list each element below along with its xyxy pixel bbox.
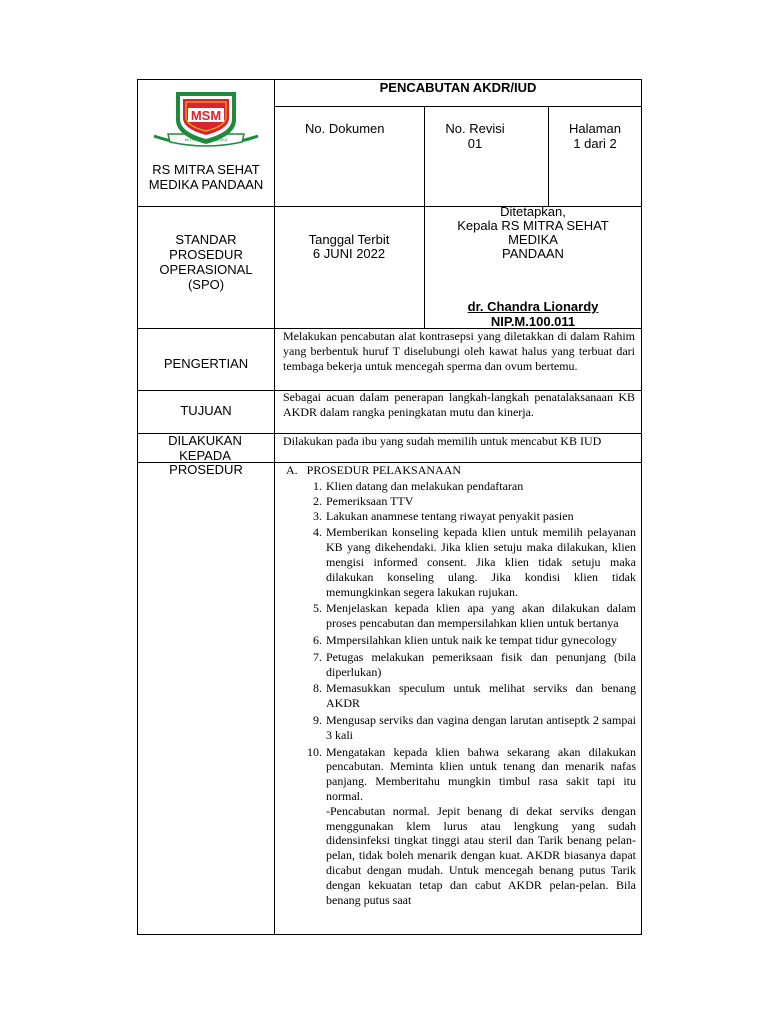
list-item [313,649,636,680]
step-number: 7. [313,649,322,664]
procedure-steps-list [307,479,636,907]
step-number: 6. [313,632,322,647]
step-text: Mmpersilahkan klien untuk naik ke tempat tidur gynecology [326,632,617,647]
pengertian-text: Melakukan pencabutan alat kontrasepsi yang diletakkan di dalam Rahim yang berbentuk huruf T diselubungi oleh kawat halus yang terbuat dari tembaga bekerja untuk mencegah sperma dan ovum bertemu. [283,329,635,373]
tujuan-text: Sebagai acuan dalam penerapan langkah-langkah penatalaksanaan KB AKDR dalam rangka peningkatan mutu dan kinerja. [283,390,635,419]
list-item [313,525,636,599]
svg-text:MITRA SEHAT MEDIKA: MITRA SEHAT MEDIKA [184,137,228,142]
revision-value: 01 [467,136,483,151]
step-number: 3. [313,508,322,523]
page-label: Halaman [568,121,622,136]
list-item [313,479,636,494]
prosedur-heading: A. PROSEDUR PELAKSANAAN [286,463,462,477]
list-item [313,493,636,509]
revision-label: No. Revisi [445,121,505,136]
document-title: PENCABUTAN AKDR/IUD [379,80,537,95]
step-number: 4. [313,525,322,540]
step-number: 8. [313,681,322,696]
page-value: 1 dari 2 [573,136,617,151]
approver-title-line1: Kepala RS MITRA SEHAT [457,218,609,233]
pengertian-label: PENGERTIAN [163,356,249,371]
tujuan-label: TUJUAN [180,403,232,418]
step-text: Petugas melakukan pemeriksaan fisik dan penunjang (bila diperlukan) [326,649,636,679]
step-text: Lakukan anamnese tentang riwayat penyakit pasien [326,508,574,523]
dilakukan-label: DILAKUKAN KEPADA [168,433,242,463]
table-line-col1 [274,79,275,935]
list-item [313,508,636,524]
spo-label: STANDAR PROSEDUR OPERASIONAL (SPO) [159,232,253,292]
step-text: Menjelaskan kepada klien apa yang akan dilakukan dalam proses pencabutan dan mempersilahkan klien untuk bertanya [326,601,636,631]
step-text: Pemeriksaan TTV [326,493,414,508]
approved-label: Ditetapkan, [500,204,566,219]
step-number: 1. [313,479,322,493]
step-number: 2. [313,493,322,508]
list-item [313,681,636,711]
list-item [313,712,636,743]
table-border-bottom [137,934,642,935]
dilakukan-text: Dilakukan pada ibu yang sudah memilih untuk mencabut KB IUD [283,434,602,448]
step-text: Mengatakan kepada klien bahwa sekarang akan dilakukan pencabutan. Meminta klien untuk tenang dan menarik nafas panjang. Memberitahu mungkin timbul rasa sakit tapi itu normal. [326,744,636,803]
approver-title-line2: MEDIKA [508,232,558,247]
doc-number-label: No. Dokumen [305,121,385,136]
step-number: 5. [313,601,322,616]
step-text: Klien datang dan melakukan pendaftaran [326,479,524,493]
prosedur-label: PROSEDUR [169,462,243,477]
hospital-name: RS MITRA SEHAT MEDIKA PANDAAN [148,162,264,192]
table-border-left [137,79,138,935]
step-number: 10. [307,744,322,759]
step-text: Memasukkan speculum untuk melihat serviks dan benang AKDR [326,681,636,711]
signer-nip: NIP.M.100.011 [490,314,576,329]
approver-title-line3: PANDAAN [502,246,564,261]
list-item [307,744,636,804]
issue-date-value: 6 JUNI 2022 [312,246,386,261]
list-item [313,601,636,631]
step-text: Memberikan konseling kepada klien untuk memilih pelayanan KB yang dikehendaki. Jika klien setuju maka dilakukan, klien mengisi informed consent. Jika klien tidak setuju maka dilakukan konseling ulang. Jika kondisi klien tidak memungkinkan segera lakukan rujukan. [326,525,636,599]
step10-continuation: -Pencabutan normal. Jepit benang di dekat serviks dengan menggunakan klem lurus atau lengkung yang sudah didensinfeksi tingkat tinggi atau steril dan Tarik benang pelan-pelan, tidak boleh menarik dengan kuat. AKDR biasanya dapat dicabut dengan mudah. Untuk mencegah benang putus Tarik dengan kekuatan tetap dan cabut AKDR pelan-pelan. Bila benang putus saat [326,803,636,907]
svg-text:MSM: MSM [190,108,222,123]
step-text: Mengusap serviks dan vagina dengan larutan antiseptk 2 sampai 3 kali [326,712,636,742]
issue-date-label: Tanggal Terbit [308,232,390,247]
table-line-title-bottom [274,106,642,107]
step-number: 9. [313,712,322,727]
signer-name: dr. Chandra Lionardy [467,299,599,314]
hospital-logo [150,84,262,154]
list-item [313,632,636,648]
table-border-right [641,79,642,935]
